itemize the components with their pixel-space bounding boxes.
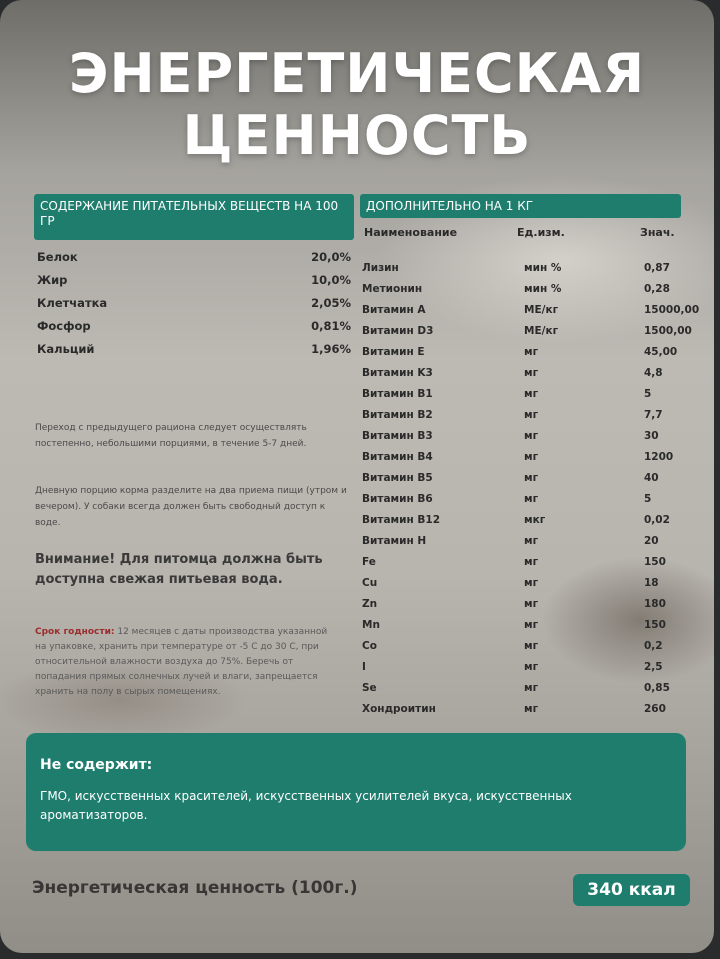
nutrient-value: 1,96% [311, 342, 351, 356]
column-header-unit: Ед.изм. [517, 226, 565, 239]
feeding-portions-text: Дневную порцию корма разделите на два приема пищи (утром и вечером). У собаки всегда должен быть свободный доступ к воде. [35, 486, 347, 528]
ingredient-name: Витамин A [362, 304, 426, 316]
nutrient-name: Жир [37, 273, 68, 287]
ingredient-value: 2,5 [644, 661, 663, 673]
page-title-line-2: ЦЕННОСТЬ [182, 104, 532, 167]
additional-row [362, 409, 702, 429]
nutrient-value: 20,0% [311, 250, 351, 264]
ingredient-unit: мг [524, 388, 539, 400]
ingredient-value: 260 [644, 703, 666, 715]
additional-row [362, 703, 702, 723]
ingredient-unit: мг [524, 577, 539, 589]
ingredient-value: 30 [644, 430, 659, 442]
ingredient-name: Cu [362, 577, 378, 589]
nutrient-row [37, 296, 351, 316]
ingredient-name: Se [362, 682, 377, 694]
nutrient-value: 0,81% [311, 319, 351, 333]
ingredient-unit: мг [524, 409, 539, 421]
ingredient-value: 0,02 [644, 514, 670, 526]
ingredient-value: 5 [644, 388, 652, 400]
ingredient-unit: мг [524, 493, 539, 505]
nutrient-row [37, 273, 351, 293]
additional-row [362, 472, 702, 492]
ingredient-unit: мг [524, 556, 539, 568]
ingredient-unit: мг [524, 682, 539, 694]
not-contains-title: Не содержит: [40, 757, 153, 773]
ingredient-value: 0,28 [644, 283, 670, 295]
ingredient-name: I [362, 661, 366, 673]
additional-row [362, 283, 702, 303]
ingredient-value: 20 [644, 535, 659, 547]
additional-row [362, 388, 702, 408]
ingredient-name: Витамин K3 [362, 367, 433, 379]
additional-row [362, 640, 702, 660]
ingredient-unit: мг [524, 598, 539, 610]
ingredient-unit: мг [524, 367, 539, 379]
ingredient-name: Витамин B2 [362, 409, 433, 421]
ingredient-name: Хондроитин [362, 703, 436, 715]
ingredient-unit: мг [524, 472, 539, 484]
ingredient-value: 15000,00 [644, 304, 700, 316]
ingredient-unit: мг [524, 703, 539, 715]
ingredient-value: 1500,00 [644, 325, 692, 337]
ingredient-unit: мг [524, 346, 539, 358]
energy-value-badge: 340 ккал [573, 874, 690, 906]
ingredient-unit: мг [524, 451, 539, 463]
nutrient-row [37, 342, 351, 362]
ingredient-unit: мг [524, 619, 539, 631]
ingredient-value: 0,87 [644, 262, 670, 274]
additional-row [362, 451, 702, 471]
ingredient-name: Co [362, 640, 377, 652]
ingredient-value: 0,2 [644, 640, 663, 652]
nutrient-name: Клетчатка [37, 296, 108, 310]
additional-row [362, 682, 702, 702]
feeding-transition-text: Переход с предыдущего рациона следует осуществлять постепенно, небольшими порциями, в течение 5-7 дней. [35, 423, 307, 449]
ingredient-name: Витамин B5 [362, 472, 433, 484]
ingredient-value: 1200 [644, 451, 674, 463]
nutrient-row [37, 250, 351, 270]
additional-row [362, 598, 702, 618]
additional-row [362, 661, 702, 681]
ingredient-name: Витамин H [362, 535, 427, 547]
additional-row [362, 346, 702, 366]
ingredient-unit: мг [524, 430, 539, 442]
ingredient-name: Витамин B12 [362, 514, 440, 526]
page-title-line-1: ЭНЕРГЕТИЧЕСКАЯ [68, 42, 646, 105]
additional-row [362, 367, 702, 387]
ingredient-value: 5 [644, 493, 652, 505]
ingredient-name: Витамин B3 [362, 430, 433, 442]
ingredient-unit: мкг [524, 514, 546, 526]
water-warning: Внимание! Для питомца должна быть доступна свежая питьевая вода. [35, 552, 323, 587]
additional-row [362, 535, 702, 555]
ingredient-unit: мг [524, 661, 539, 673]
ingredient-value: 45,00 [644, 346, 678, 358]
ingredient-name: Zn [362, 598, 378, 610]
ingredient-value: 150 [644, 619, 666, 631]
ingredient-name: Метионин [362, 283, 423, 295]
additional-row [362, 304, 702, 324]
ingredient-value: 4,8 [644, 367, 663, 379]
ingredient-name: Витамин D3 [362, 325, 434, 337]
ingredient-value: 18 [644, 577, 659, 589]
ingredient-unit: МЕ/кг [524, 304, 559, 316]
column-header-value: Знач. [640, 226, 675, 239]
energy-value-label: Энергетическая ценность (100г.) [32, 878, 358, 898]
ingredient-value: 40 [644, 472, 659, 484]
ingredient-unit: мин % [524, 283, 562, 295]
ingredient-value: 7,7 [644, 409, 663, 421]
ingredient-unit: мг [524, 640, 539, 652]
ingredient-name: Лизин [362, 262, 399, 274]
nutrients-header: СОДЕРЖАНИЕ ПИТАТЕЛЬНЫХ ВЕЩЕСТВ НА 100 ГР [34, 194, 354, 240]
ingredient-value: 180 [644, 598, 666, 610]
ingredient-name: Mn [362, 619, 380, 631]
additional-row [362, 514, 702, 534]
additional-header: ДОПОЛНИТЕЛЬНО НА 1 КГ [360, 194, 681, 218]
nutrient-row [37, 319, 351, 339]
shelf-life-label: Срок годности: [35, 627, 115, 637]
additional-row [362, 577, 702, 597]
ingredient-unit: мин % [524, 262, 562, 274]
additional-row [362, 325, 702, 345]
ingredient-name: Fe [362, 556, 376, 568]
additional-row [362, 430, 702, 450]
ingredient-name: Витамин B1 [362, 388, 433, 400]
additional-row [362, 262, 702, 282]
nutrient-name: Фосфор [37, 319, 91, 333]
column-header-name: Наименование [364, 226, 458, 239]
ingredient-name: Витамин B4 [362, 451, 433, 463]
nutrient-value: 2,05% [311, 296, 351, 310]
additional-row [362, 619, 702, 639]
not-contains-text: ГМО, искусственных красителей, искусственных усилителей вкуса, искусственных ароматизаторов. [40, 789, 572, 822]
additional-row [362, 556, 702, 576]
not-contains-box [26, 733, 686, 851]
nutrient-value: 10,0% [311, 273, 351, 287]
ingredient-unit: МЕ/кг [524, 325, 559, 337]
additional-row [362, 493, 702, 513]
ingredient-name: Витамин E [362, 346, 425, 358]
shelf-life-text [35, 625, 335, 700]
nutrient-name: Кальций [37, 342, 95, 356]
nutrient-name: Белок [37, 250, 78, 264]
ingredient-unit: мг [524, 535, 539, 547]
ingredient-value: 0,85 [644, 682, 670, 694]
ingredient-value: 150 [644, 556, 666, 568]
shelf-life-body: 12 месяцев с даты производства указанной на упаковке, хранить при температуре от -5 С до 30 С, при относительной влажности воздуха до 75%. Беречь от попадания прямых солнечных лучей и влаги, запрещается хранить на полу в сырых помещениях. [35, 627, 328, 697]
ingredient-name: Витамин B6 [362, 493, 433, 505]
